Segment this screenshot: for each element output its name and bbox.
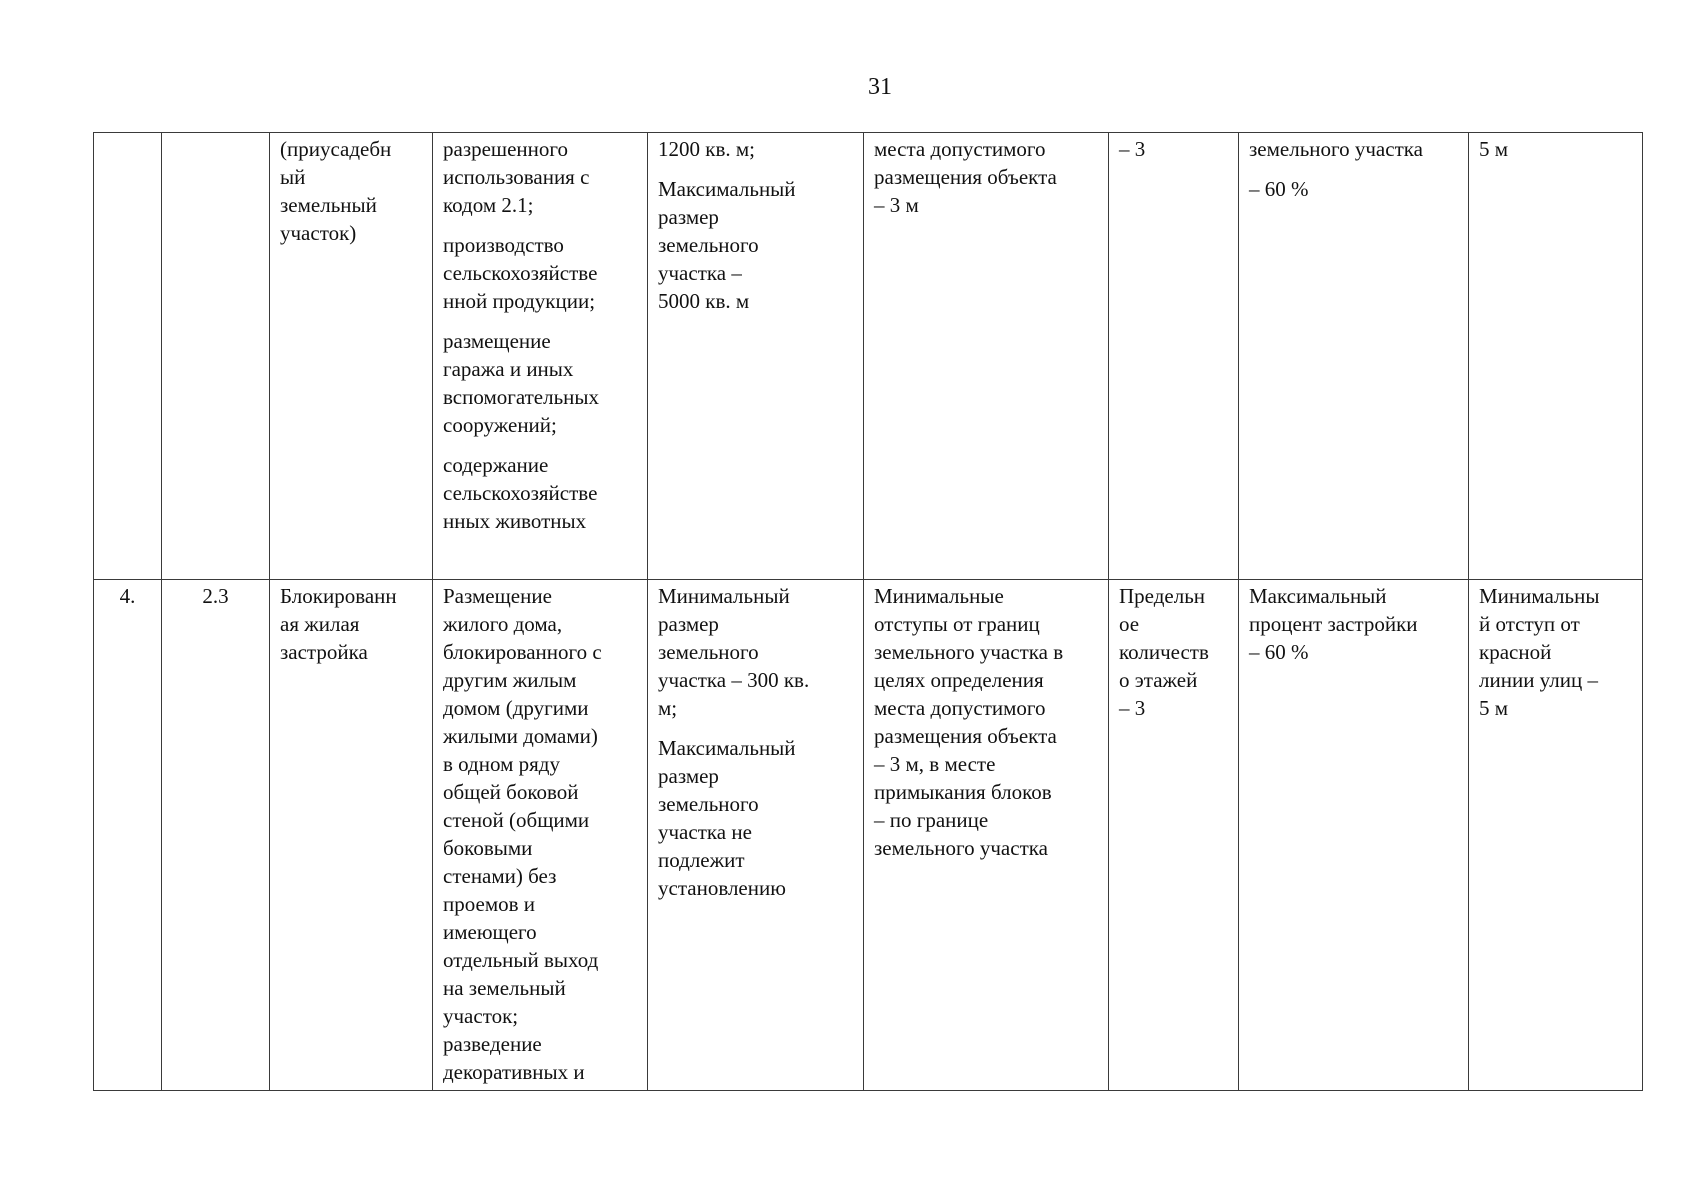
zoning-table: [93, 132, 1643, 1091]
row-number-cell: 4.: [94, 580, 162, 1091]
coverage-cell: [1239, 133, 1469, 580]
use-name-cell: (приусадебн ый земельный участок): [270, 133, 433, 580]
coverage-paragraph: земельного участка: [1249, 137, 1423, 161]
use-code-cell: [162, 133, 270, 580]
plot-size-cell: [648, 133, 864, 580]
description-paragraph: Размещение жилого дома, блокированного с другим жилым домом (другими жилыми домами) в одном ряду общей боковой стеной (общими боковыми стенами) без проемов и имеющего отдельный выход на земельный участок; разведение декоративных и: [443, 584, 602, 1084]
plot-size-paragraph: Максимальный размер земельного участка не подлежит установлению: [658, 736, 796, 900]
plot-size-cell: [648, 580, 864, 1091]
table-row: [94, 580, 1643, 1091]
plot-size-paragraph: 1200 кв. м;: [658, 137, 755, 161]
description-paragraph: разрешенного использования с кодом 2.1;: [443, 137, 590, 217]
table-row: [94, 133, 1643, 580]
description-paragraph: размещение гаража и иных вспомогательных сооружений;: [443, 329, 600, 437]
floors-cell: Предельн ое количеств о этажей – 3: [1109, 580, 1239, 1091]
floors-cell: – 3: [1109, 133, 1239, 580]
plot-size-paragraph: Минимальный размер земельного участка – 300 кв. м;: [658, 584, 810, 720]
use-code-cell: 2.3: [162, 580, 270, 1091]
red-line-cell: 5 м: [1469, 133, 1643, 580]
page-number: 31: [868, 74, 892, 100]
description-paragraph: содержание сельскохозяйстве нных животных: [443, 453, 598, 533]
plot-size-paragraph: Максимальный размер земельного участка – 5000 кв. м: [658, 177, 796, 313]
row-number-cell: [94, 133, 162, 580]
setbacks-cell: места допустимого размещения объекта – 3 м: [864, 133, 1109, 580]
use-name-cell: Блокированн ая жилая застройка: [270, 580, 433, 1091]
setbacks-cell: Минимальные отступы от границ земельного участка в целях определения места допустимого размещения объекта – 3 м, в месте примыкания блоков – по границе земельного участка: [864, 580, 1109, 1091]
coverage-cell: [1239, 580, 1469, 1091]
description-paragraph: производство сельскохозяйстве нной продукции;: [443, 233, 598, 313]
red-line-cell: Минимальны й отступ от красной линии улиц – 5 м: [1469, 580, 1643, 1091]
coverage-paragraph: Максимальный процент застройки – 60 %: [1249, 584, 1418, 664]
coverage-paragraph: – 60 %: [1249, 177, 1309, 201]
use-description-cell: [433, 133, 648, 580]
use-description-cell: [433, 580, 648, 1091]
